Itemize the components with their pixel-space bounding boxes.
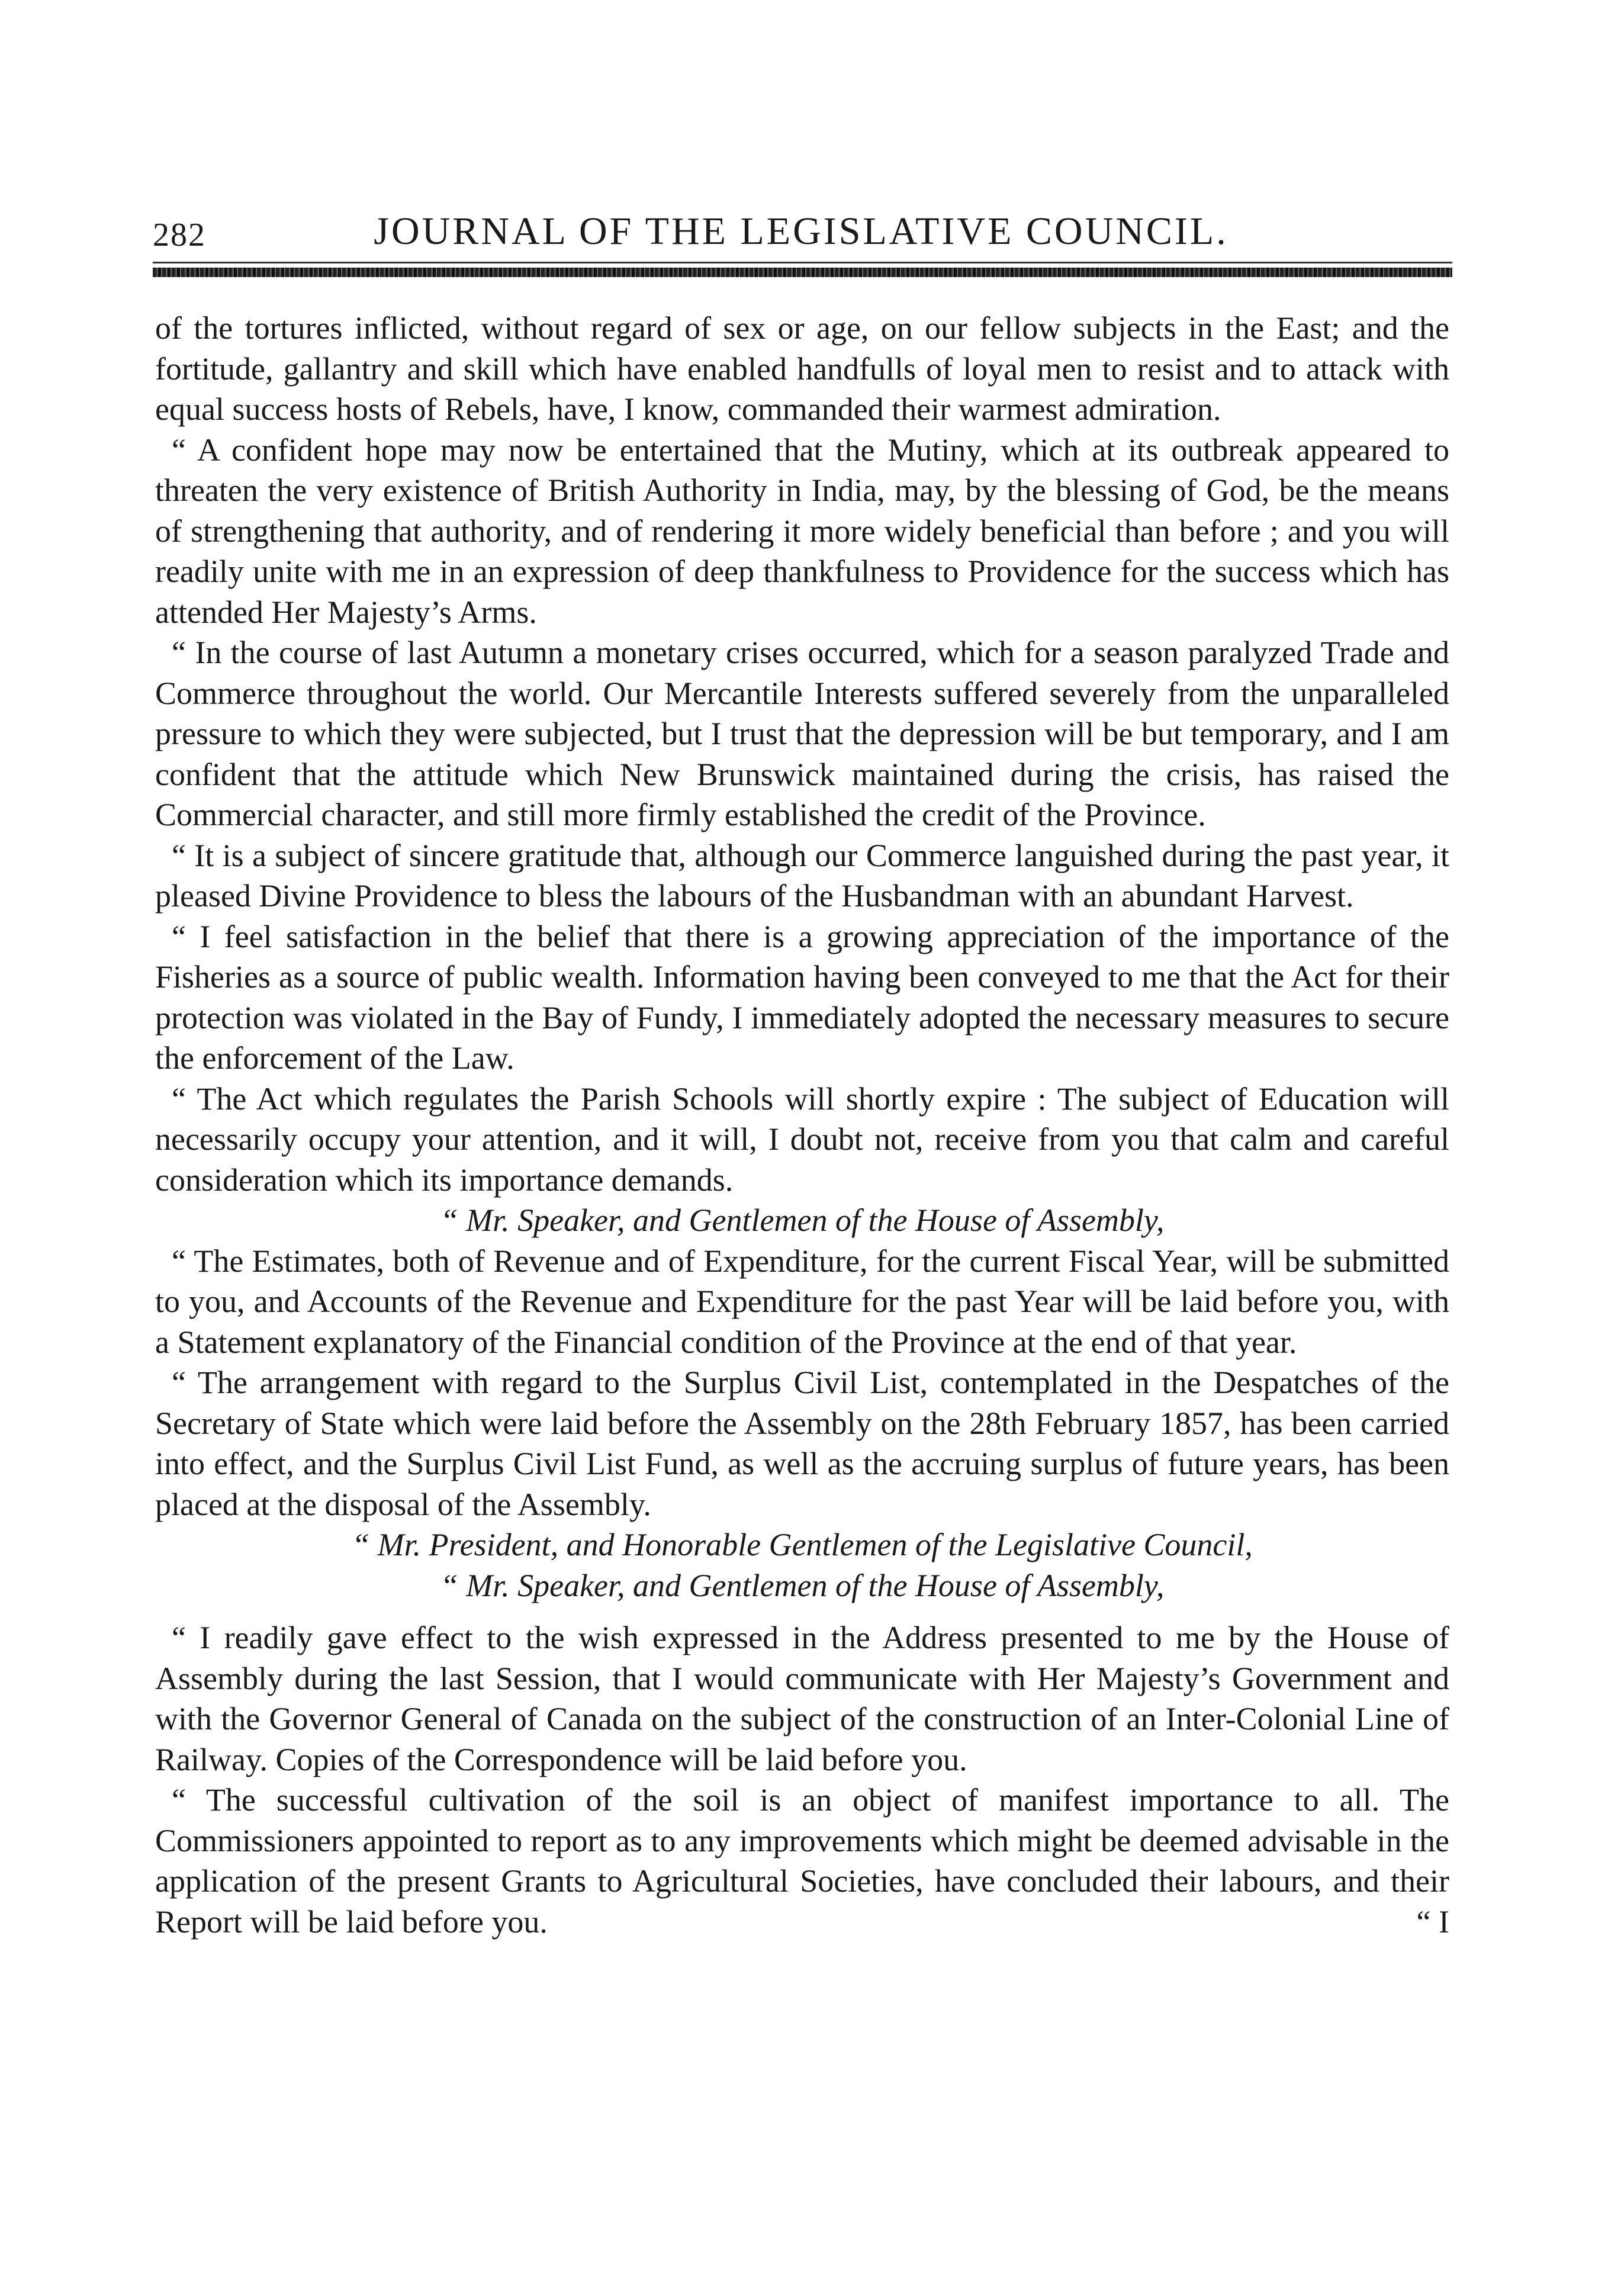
paragraph-civil-list: “ The arrangement with regard to the Surplus Civil List, contemplated in the Despatches of the Secretary of State which were laid before the Assembly on the 28th February 1857, has been carried into effect, and the Surplus Civil List Fund, as well as the accruing surplus of future years, has been placed at the disposal of the Assembly. (155, 1365, 1449, 1522)
salutation-council: “ Mr. President, and Honorable Gentlemen of the Legislative Council, (352, 1527, 1253, 1562)
paragraph-agriculture-text: “ The successful cultivation of the soil is an object of manifest importance to all. The Commissioners appointed to report as to any improvements which might be deemed advisable in the application of the present Grants to Agricultural Societies, have concluded their labours, and their Report will be laid before you. (155, 1782, 1449, 1940)
salutation-assembly-second: “ Mr. Speaker, and Gentlemen of the House of Assembly, (440, 1567, 1165, 1603)
paragraph-agriculture (155, 1780, 1449, 1942)
paragraph-continued: of the tortures inflicted, without regard of sex or age, on our fellow subjects in the East; and the fortitude, gallantry and skill which have enabled handfulls of loyal men to resist and to attack with equal success hosts of Rebels, have, I know, commanded their warmest admiration. (155, 310, 1449, 427)
paragraph-estimates: “ The Estimates, both of Revenue and of Expenditure, for the current Fiscal Year, will be submitted to you, and Accounts of the Revenue and Expenditure for the past Year will be laid before you, with a Statement explanatory of the Financial condition of the Province at the end of that year. (155, 1243, 1449, 1360)
paragraph-fisheries: “ I feel satisfaction in the belief that there is a growing appreciation of the importance of the Fisheries as a source of public wealth. Information having been conveyed to me that the Act for their protection was violated in the Bay of Fundy, I immediately adopted the necessary measures to secure the enforcement of the Law. (155, 918, 1449, 1076)
paragraph-harvest: “ It is a subject of sincere gratitude that, although our Commerce languished during the past year, it pleased Divine Providence to bless the labours of the Husbandman with an abundant Harvest. (155, 837, 1449, 914)
paragraph-mutiny: “ A confident hope may now be entertained that the Mutiny, which at its outbreak appeared to threaten the very existence of British Authority in India, may, by the blessing of God, be the means of strengthening that authority, and of rendering it more widely beneficial than before ; and you will readily unite with me in an expression of deep thankfulness to Providence for the success which has attended Her Majesty’s Arms. (155, 432, 1449, 630)
paragraph-parish-schools: “ The Act which regulates the Parish Schools will shortly expire : The subject of Education will necessarily occupy your attention, and it will, I doubt not, receive from you that calm and careful consideration which its importance demands. (155, 1081, 1449, 1198)
page-header (153, 204, 1449, 258)
header-rule-thin (153, 262, 1452, 263)
catchword: “ I (1416, 1903, 1449, 1940)
body-text (155, 308, 1449, 1942)
page-number: 282 (153, 217, 206, 253)
salutation-assembly: “ Mr. Speaker, and Gentlemen of the House of Assembly, (440, 1202, 1165, 1238)
paragraph-railway: “ I readily gave effect to the wish expressed in the Address presented to me by the House of Assembly during the last Session, that I would communicate with Her Majesty’s Government and with the Governor General of Canada on the subject of the construction of an Inter-Colonial Line of Railway. Copies of the Correspondence will be laid before you. (155, 1620, 1449, 1777)
paragraph-monetary-crisis: “ In the course of last Autumn a monetary crises occurred, which for a season paralyzed Trade and Commerce throughout the world. Our Mercantile Interests suffered severely from the unparalleled pressure to which they were subjected, but I trust that the depression will be but temporary, and I am confident that the attitude which New Brunswick maintained during the crisis, has raised the Commercial character, and still more firmly established the credit of the Province. (155, 635, 1449, 832)
running-head: JOURNAL OF THE LEGISLATIVE COUNCIL. (374, 210, 1228, 253)
header-rule (153, 268, 1452, 277)
